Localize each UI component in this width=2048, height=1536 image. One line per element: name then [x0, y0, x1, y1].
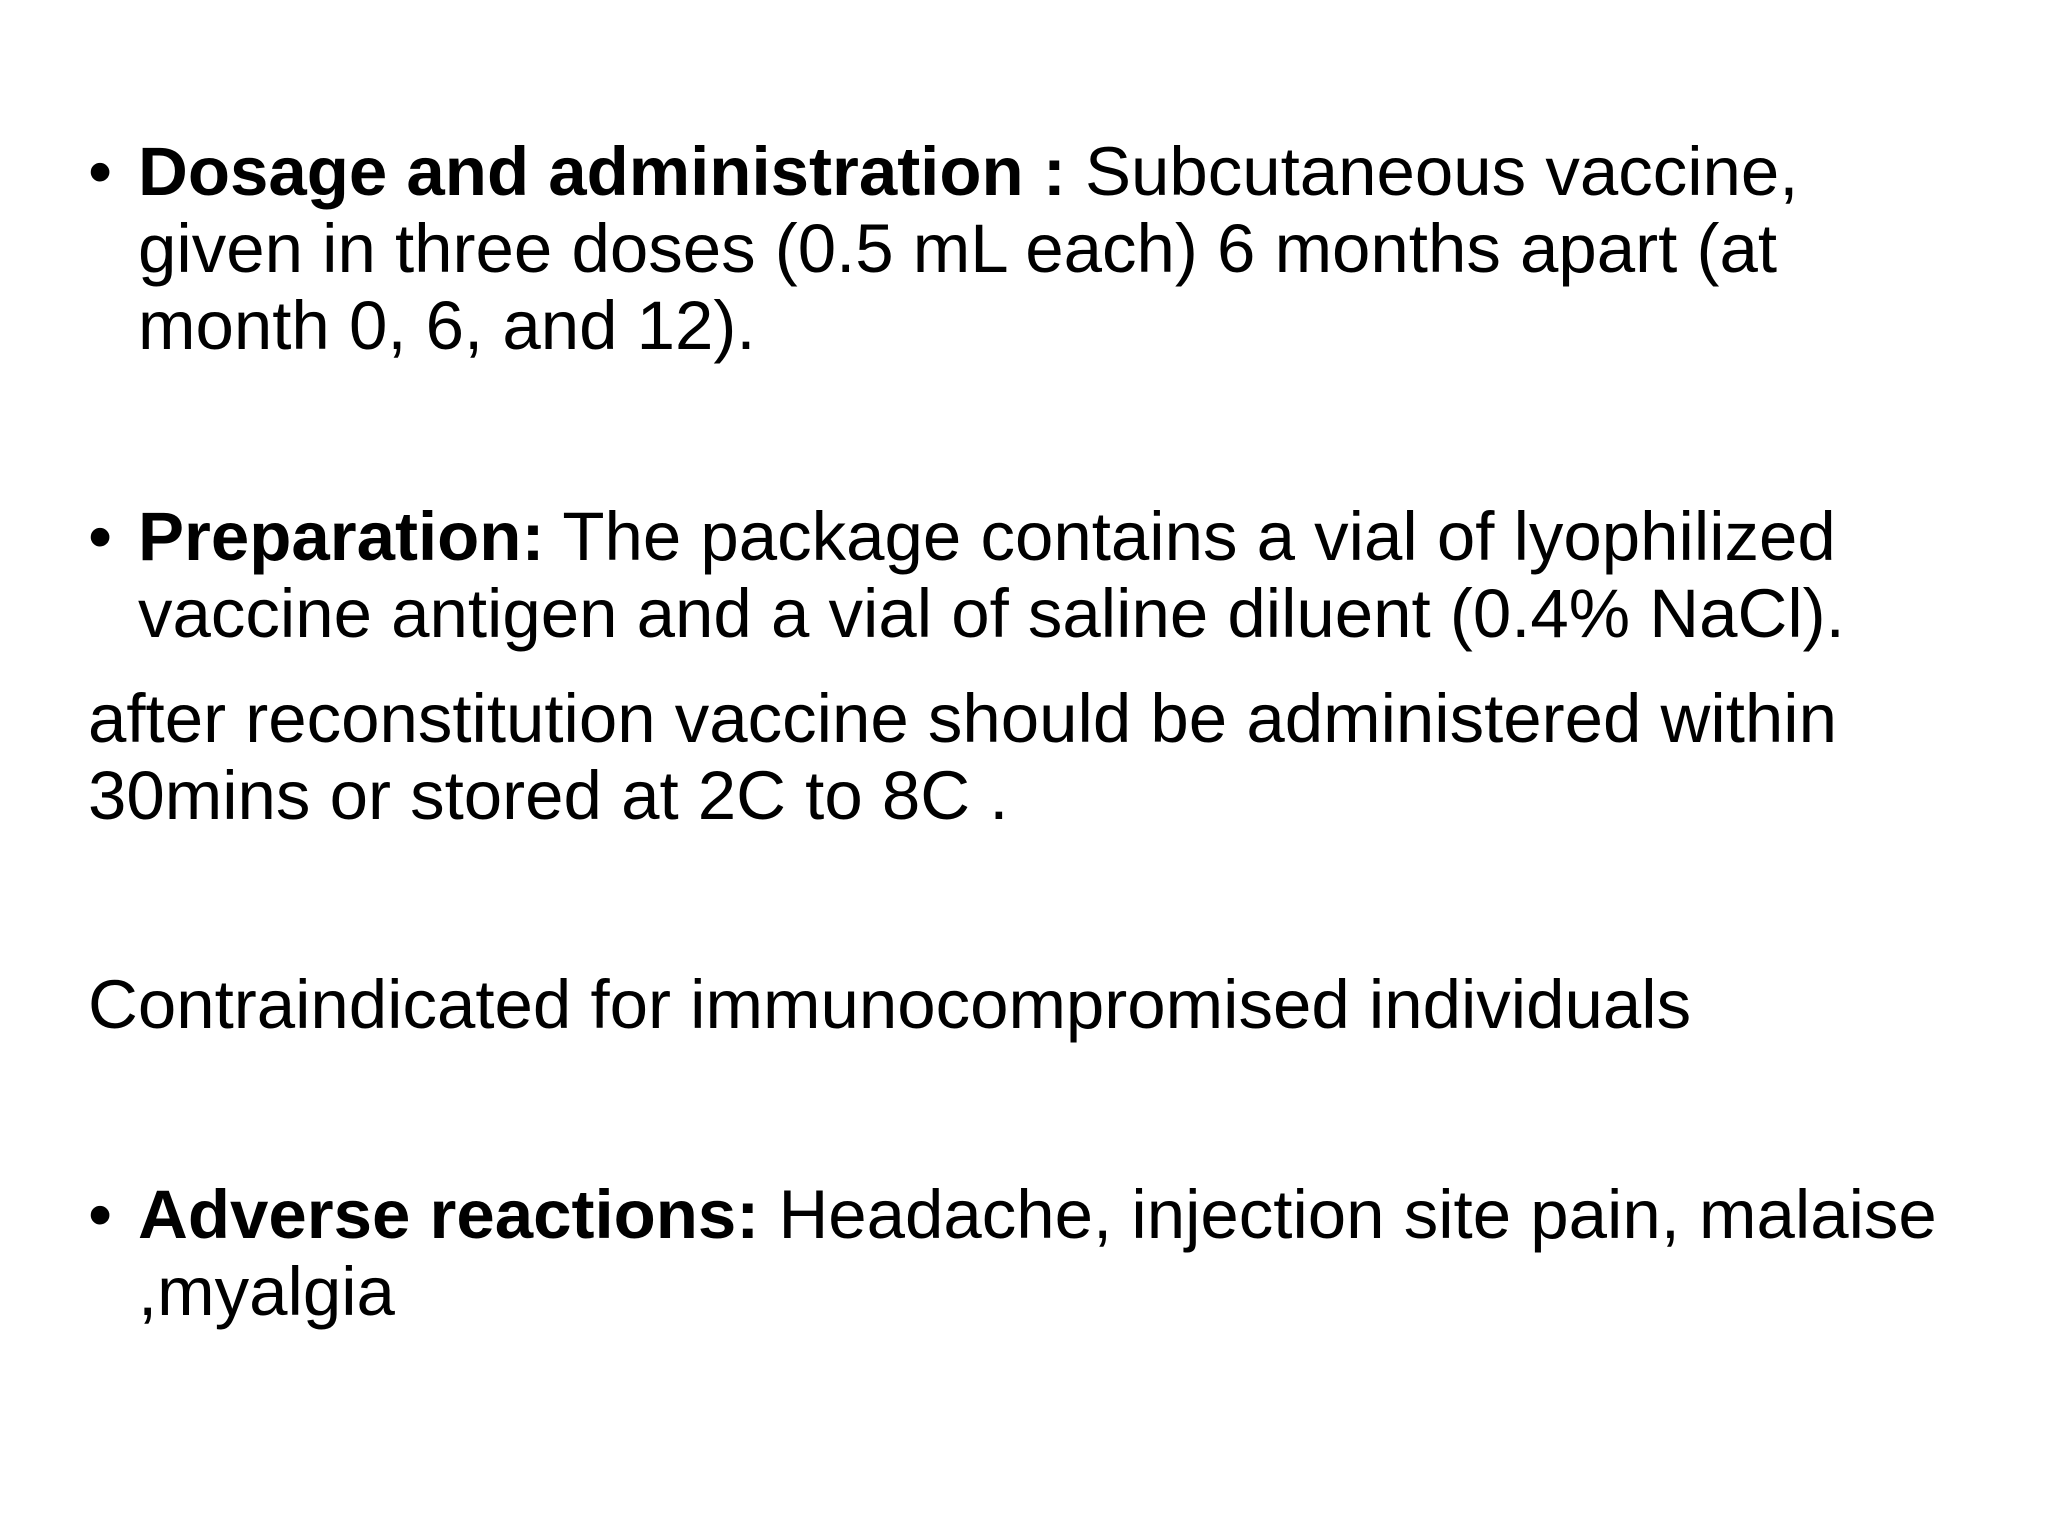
preparation-line-1: The package contains a vial of lyophilized: [544, 498, 1836, 575]
contraindication-text: Contraindicated for immunocompromised individuals: [88, 966, 1692, 1043]
adverse-text: [88, 1176, 2018, 1330]
contraindication-paragraph: [88, 966, 2018, 1043]
reconstitution-line-2: 30mins or stored at 2C to 8C .: [88, 757, 1009, 834]
dosage-label: Dosage and administration :: [138, 133, 1066, 210]
dosage-bullet-item: [88, 133, 2018, 364]
dosage-line-1: Subcutaneous vaccine,: [1065, 133, 1799, 210]
bullet-icon: •: [88, 133, 113, 210]
preparation-line-2: vaccine antigen and a vial of saline diluent (0.4% NaCl).: [138, 575, 1845, 652]
preparation-bullet-item: [88, 498, 2018, 652]
bullet-icon: •: [88, 498, 113, 575]
bullet-icon: •: [88, 1176, 113, 1253]
preparation-label: Preparation:: [138, 498, 545, 575]
dosage-line-3: month 0, 6, and 12).: [138, 287, 756, 364]
adverse-line-1: Headache, injection site pain, malaise: [759, 1176, 1937, 1253]
adverse-bullet-item: [88, 1176, 2018, 1330]
reconstitution-paragraph: [88, 680, 2018, 834]
adverse-label: Adverse reactions:: [138, 1176, 760, 1253]
dosage-line-2: given in three doses (0.5 mL each) 6 months apart (at: [138, 210, 1777, 287]
adverse-line-2: ,myalgia: [138, 1253, 395, 1330]
reconstitution-line-1: after reconstitution vaccine should be administered within: [88, 680, 1837, 757]
dosage-text: [88, 133, 2018, 364]
preparation-text: [88, 498, 2018, 652]
